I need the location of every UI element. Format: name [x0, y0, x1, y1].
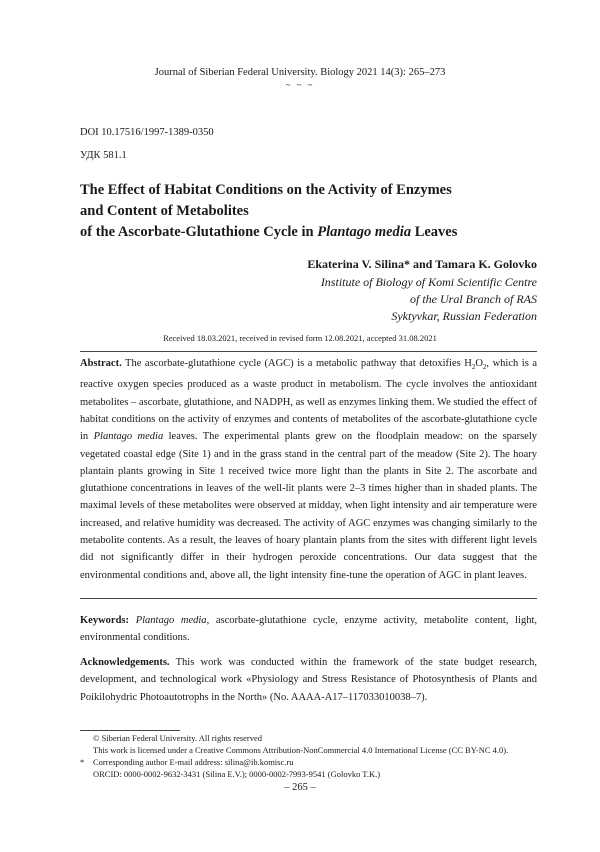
- copyright-note: © Siberian Federal University. All rights reserved: [93, 733, 263, 743]
- license-note: This work is licensed under a Creative Commons Attribution-NonCommercial 4.0 International License (CC BY-NC 4.0).: [93, 745, 509, 755]
- abstract: [80, 355, 537, 584]
- keywords-label: Keywords:: [80, 615, 129, 626]
- corresponding-author-note: Corresponding author E-mail address: silina@ib.komisc.ru: [93, 757, 294, 767]
- affiliation-line-3: Syktyvkar, Russian Federation: [391, 309, 537, 323]
- journal-header: Journal of Siberian Federal University. Biology 2021 14(3): 265–273: [154, 67, 446, 78]
- abstract-label: Abstract.: [80, 358, 122, 369]
- abstract-top-rule: [80, 351, 537, 352]
- page-number: – 265 –: [284, 782, 316, 793]
- doi-line: DOI 10.17516/1997-1389-0350: [80, 127, 214, 138]
- udk-line: УДК 581.1: [80, 150, 127, 161]
- acknowledgements-text: This work was conducted within the framework of the state budget research, development, and technological work «Physiology and Stress Resistance of Photosynthesis of Plants and Poikilohydric Photoautotrophs in the North» (No. AAAA-A17–117033010038–7).: [80, 657, 537, 703]
- title-line-1: The Effect of Habitat Conditions on the Activity of Enzymes: [80, 182, 452, 198]
- abstract-species: Plantago media: [93, 431, 164, 443]
- keywords: [80, 612, 537, 647]
- footnote-rule: [80, 730, 180, 731]
- keywords-text: , ascorbate-glutathione cycle, enzyme activity, metabolite content, light, environmental conditions.: [80, 615, 537, 644]
- acknowledgements: [80, 654, 537, 706]
- abstract-text-2: O: [475, 358, 483, 369]
- header-separator: ~ ~ ~: [285, 80, 315, 90]
- acknowledgements-label: Acknowledgements.: [80, 657, 170, 668]
- abstract-text-3: , which is a reactive oxygen species produced as a waste product in metabolism. The cycle involves the antioxidant metabolites – ascorbate, glutathione, and NADPH, as well as enzymes linking them. We studied the effect of habitat conditions on the activity of enzymes and contents of metabolites of the ascorbate-glutathione cycle in: [80, 358, 537, 443]
- abstract-text-1: The ascorbate-glutathione cycle (AGC) is a metabolic pathway that detoxifies H: [121, 358, 472, 369]
- article-title: [80, 180, 540, 243]
- title-line-2: and Content of Metabolites: [80, 203, 249, 219]
- affiliation-line-2: of the Ural Branch of RAS: [410, 292, 537, 306]
- title-line-3: [80, 222, 540, 243]
- abstract-sub-1: 2: [471, 363, 476, 372]
- abstract-sub-2: 2: [482, 363, 487, 372]
- title-line-3-prefix: of the Ascorbate-Glutathione Cycle in: [80, 224, 318, 240]
- title-line-3-suffix: Leaves: [411, 224, 458, 240]
- orcid-note: ORCID: 0000-0002-9632-3431 (Silina E.V.); 0000-0002-7993-9541 (Golovko T.K.): [93, 769, 381, 779]
- received-dates: Received 18.03.2021, received in revised form 12.08.2021, accepted 31.08.2021: [163, 333, 437, 343]
- title-species: Plantago media: [317, 224, 412, 240]
- abstract-bottom-rule: [80, 598, 537, 599]
- footnote-star: *: [80, 757, 85, 767]
- authors: Ekaterina V. Silina* and Tamara K. Golovko: [307, 257, 537, 271]
- affiliation-line-1: Institute of Biology of Komi Scientific Centre: [320, 275, 537, 289]
- abstract-text-4: leaves. The experimental plants grew on the floodplain meadow: on the sparsely vegetated coastal edge (Site 1) and in the grass stand in the central part of the meadow (Site 2). The hoary plantain plants growing in Site 1 received twice more light than the plants in Site 2. The ascorbate and glutathione concentrations in leaves of the well-lit plants were 2–3 times higher than in shaded plants. The maximal levels of these metabolites were observed at midday, when light intensity and air temperature were increased, and relative humidity was decreased. The activity of AGC enzymes was changing similarly to the metabolite contents. As a result, the leaves of hoary plantain plants from the sites with different light levels did not significantly differ in their hydrogen peroxide concentrations. Our data suggest that the environmental conditions and, above all, the light intensity fine-tune the operation of AGC in plant leaves.: [80, 431, 537, 581]
- keywords-species: Plantago media: [135, 615, 207, 626]
